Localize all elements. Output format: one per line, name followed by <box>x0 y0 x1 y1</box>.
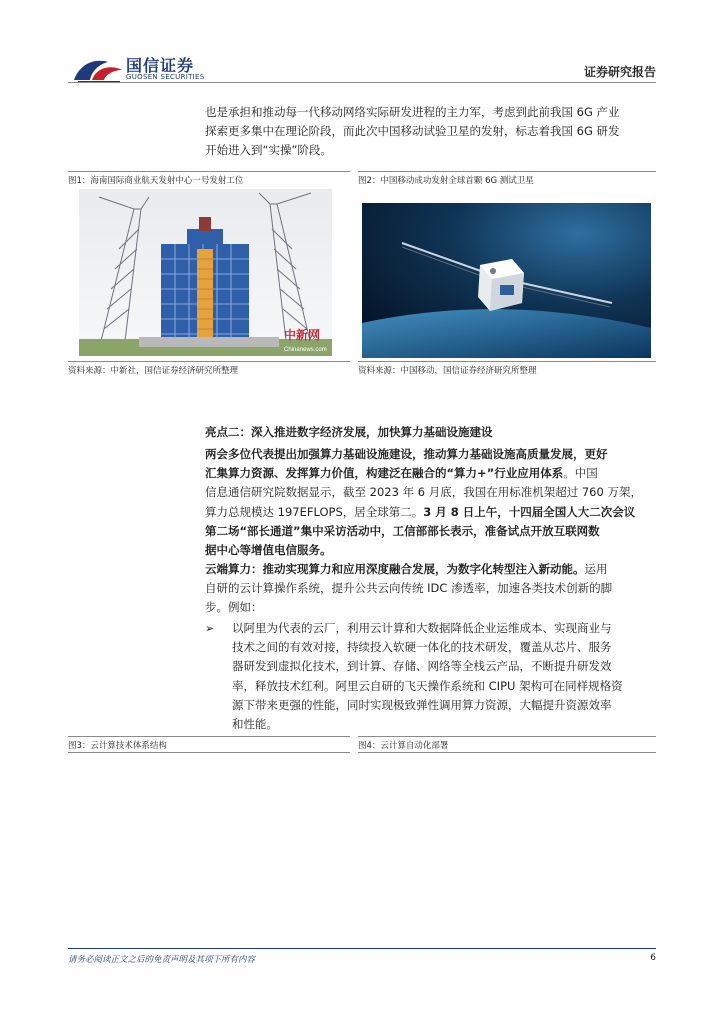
report-type: 证券研究报告 <box>583 65 656 79</box>
logo-english: GUOSEN SECURITIES <box>126 73 205 81</box>
para-line <box>205 541 656 560</box>
bold-run: 第二场“部长通道”集中采访活动中，工信部部长表示，准备试点开放互联网数 <box>205 523 600 538</box>
bold-run: 3 月 8 日上午，十四届全国人大二次会议 <box>423 504 636 519</box>
bullet-paragraph <box>232 619 656 734</box>
para-line <box>205 483 656 502</box>
satellite-photo <box>362 203 651 358</box>
figure4-caption: 图4：云计算自动化部署 <box>358 741 449 751</box>
figure2-caption: 图2：中国移动成功发射全球首颗 6G 测试卫星 <box>358 176 534 186</box>
para-line <box>205 522 656 541</box>
intro-line: 探索更多集中在理论阶段，而此次中国移动试验卫星的发射，标志着我国 6G 研发 <box>205 124 620 139</box>
fig2-source-rule <box>358 361 656 362</box>
bullet-line: 器研发到虚拟化技术，到计算、存储、网络等全栈云产品，不断提升研发效 <box>232 659 612 674</box>
page-number: 6 <box>650 953 656 963</box>
footer-rule <box>68 948 656 949</box>
fig3-caption-rule-top <box>68 736 350 737</box>
figure3-caption: 图3：云计算技术体系结构 <box>68 741 167 751</box>
intro-line: 开始进入到“实操”阶段。 <box>205 143 332 158</box>
header-rule <box>68 82 656 83</box>
normal-run: 自研的云计算操作系统，提升公共云向传统 IDC 渗透率，加速各类技术创新的脚 <box>205 581 613 596</box>
bold-run: 云端算力：推动实现算力和应用深度融合发展，为数字化转型注入新动能。 <box>205 562 585 576</box>
watermark-en: Chinanews.com <box>284 347 327 353</box>
normal-run: 信息通信研究院数据显示，截至 2023 年 6 月底，我国在用标准机架超过 760 万架， <box>205 485 642 500</box>
fig1-source-rule <box>68 361 350 362</box>
bullet-line: 技术之间的有效对接，持续投入软硬一体化的技术研发，覆盖从芯片、服务 <box>232 640 612 655</box>
bullet-line: 和性能。 <box>232 717 278 732</box>
para-line <box>205 560 656 579</box>
fig2-caption-rule-top <box>358 171 656 172</box>
fig1-caption-rule-top <box>68 171 350 172</box>
section-heading: 亮点二：深入推进数字经济发展，加快算力基础设施建设 <box>205 425 493 439</box>
bold-run: 汇集算力资源、发挥算力价值，构建泛在融合的“算力+”行业应用体系 <box>205 466 564 481</box>
section-paragraph-1 <box>205 445 656 560</box>
bullet-line: 以阿里为代表的云厂，利用云计算和大数据降低企业运维成本、实现商业与 <box>232 621 612 635</box>
logo-text: 国信证券 <box>126 56 195 75</box>
figure2-source: 资料来源：中国移动，国信证券经济研究所整理 <box>358 366 537 376</box>
bold-run: 据中心等增值电信服务。 <box>205 543 332 558</box>
para-line <box>205 579 656 598</box>
normal-run: 。中国 <box>563 466 598 481</box>
bold-run: 两会多位代表提出加强算力基础设施建设，推动算力基础设施高质量发展，更好 <box>205 447 608 461</box>
footer-disclaimer: 请务必阅读正文之后的免责声明及其项下所有内容 <box>68 955 256 965</box>
section-paragraph-2 <box>205 560 656 618</box>
bullet-marker-icon: ➢ <box>205 622 215 635</box>
fig3-caption-rule-bottom <box>68 752 350 753</box>
launch-site-photo <box>79 189 332 356</box>
bullet-line: 源下带来更强的性能，同时实现极致弹性调用算力资源，大幅提升资源效率 <box>232 697 612 712</box>
para-line <box>205 503 656 522</box>
para-line <box>205 445 656 464</box>
intro-paragraph <box>205 103 656 161</box>
watermark-cn: 中新网 <box>284 328 321 342</box>
fig4-caption-rule-top <box>358 736 656 737</box>
figure1-source: 资料来源：中新社，国信证券经济研究所整理 <box>68 366 239 376</box>
normal-run: 步。例如： <box>205 600 263 615</box>
normal-run: 运用 <box>584 562 608 576</box>
para-line <box>205 464 656 483</box>
para-line <box>205 598 656 617</box>
figure1-caption: 图1：海南国际商业航天发射中心一号发射工位 <box>68 176 244 186</box>
normal-run: 算力总规模达 197EFLOPS，居全球第二。 <box>205 504 424 519</box>
bullet-line: 率，释放技术红利。阿里云自研的飞天操作系统和 CIPU 架构可在同样规格资 <box>232 678 623 693</box>
intro-line: 也是承担和推动每一代移动网络实际研发进程的主力军，考虑到此前我国 6G 产业 <box>205 105 620 119</box>
fig4-caption-rule-bottom <box>358 752 656 753</box>
